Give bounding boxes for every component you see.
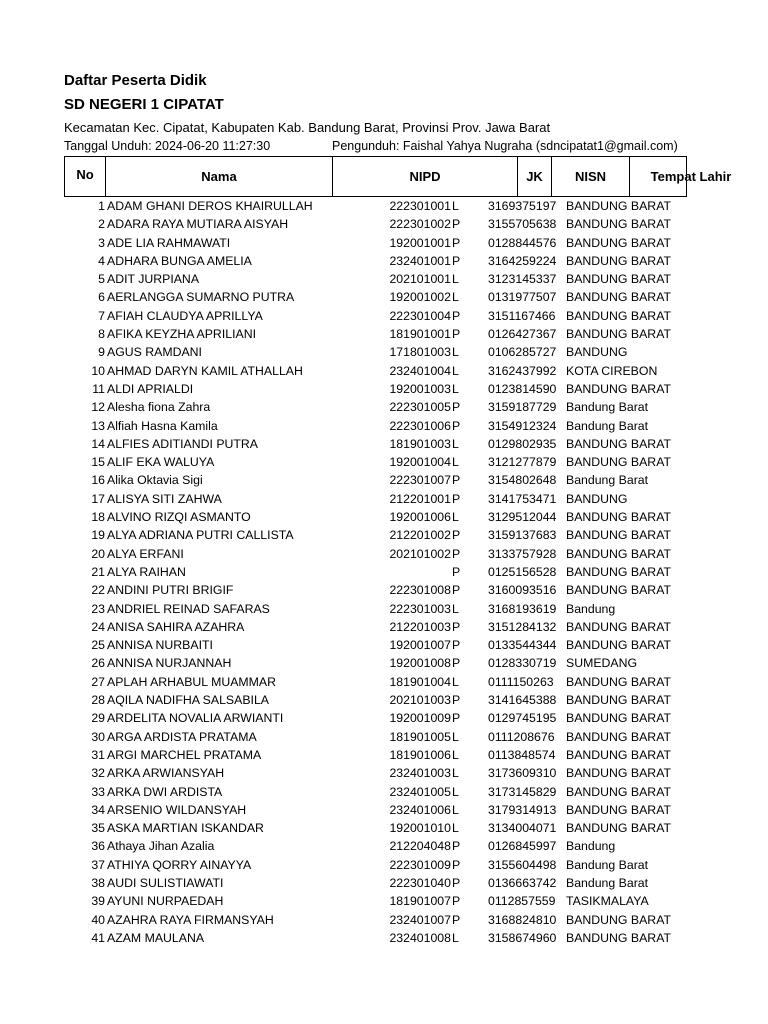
cell-nisn: 0129802935 xyxy=(488,436,557,451)
cell-jk: P xyxy=(452,894,461,909)
cell-jk: P xyxy=(452,418,461,433)
cell-nipd: 212204048 xyxy=(389,839,451,854)
table-row xyxy=(0,526,768,544)
cell-no: 19 xyxy=(91,528,105,543)
cell-nipd: 192001003 xyxy=(389,381,451,396)
cell-nama: ANDINI PUTRI BRIGIF xyxy=(107,583,234,598)
cell-no: 31 xyxy=(91,747,105,762)
cell-no: 29 xyxy=(91,711,105,726)
cell-nipd: 232401008 xyxy=(389,930,451,945)
cell-jk: P xyxy=(452,583,461,598)
cell-nisn: 3134004071 xyxy=(488,821,557,836)
cell-nipd: 192001007 xyxy=(389,638,451,653)
cell-no: 34 xyxy=(91,802,105,817)
cell-no: 20 xyxy=(91,546,105,561)
table-row xyxy=(0,636,768,654)
table-row xyxy=(0,490,768,508)
table-row xyxy=(0,453,768,471)
cell-tempat-lahir: BANDUNG BARAT xyxy=(566,930,671,945)
table-row xyxy=(0,874,768,892)
table-row xyxy=(0,325,768,343)
cell-jk: L xyxy=(452,381,459,396)
cell-nisn: 3162437992 xyxy=(488,363,557,378)
cell-nisn: 3151284132 xyxy=(488,619,557,634)
cell-tempat-lahir: BANDUNG BARAT xyxy=(566,235,671,250)
table-row xyxy=(0,545,768,563)
cell-jk: P xyxy=(452,564,461,579)
col-header-tempat-lahir: Tempat Lahir xyxy=(650,169,732,184)
cell-no: 22 xyxy=(91,583,105,598)
cell-nisn: 0126845997 xyxy=(488,839,557,854)
cell-tempat-lahir: BANDUNG BARAT xyxy=(566,583,671,598)
cell-nipd: 222301005 xyxy=(389,400,451,415)
cell-nisn: 3133757928 xyxy=(488,546,557,561)
cell-nisn: 3151167466 xyxy=(488,308,556,323)
cell-no: 40 xyxy=(91,912,105,927)
cell-no: 7 xyxy=(98,308,105,323)
cell-jk: L xyxy=(452,766,459,781)
cell-nipd: 202101001 xyxy=(389,272,451,287)
table-row xyxy=(0,837,768,855)
cell-nama: Alfiah Hasna Kamila xyxy=(107,418,218,433)
cell-nipd: 222301040 xyxy=(389,875,451,890)
cell-tempat-lahir: BANDUNG BARAT xyxy=(566,674,671,689)
cell-jk: P xyxy=(452,711,461,726)
cell-nama: ADIT JURPIANA xyxy=(107,272,200,287)
cell-nama: ALISYA SITI ZAHWA xyxy=(107,491,222,506)
cell-nisn: 3141645388 xyxy=(488,693,557,708)
cell-nama: APLAH ARHABUL MUAMMAR xyxy=(107,674,277,689)
cell-no: 5 xyxy=(98,272,105,287)
cell-tempat-lahir: BANDUNG BARAT xyxy=(566,619,671,634)
cell-jk: P xyxy=(452,400,461,415)
cell-jk: P xyxy=(452,656,461,671)
cell-nipd: 192001009 xyxy=(389,711,451,726)
cell-tempat-lahir: BANDUNG BARAT xyxy=(566,747,671,762)
table-row xyxy=(0,215,768,233)
cell-tempat-lahir: Bandung Barat xyxy=(566,418,649,433)
cell-nama: Alika Oktavia Sigi xyxy=(107,473,203,488)
cell-nisn: 3169375197 xyxy=(488,199,557,213)
table-row xyxy=(0,398,768,416)
cell-no: 41 xyxy=(91,930,105,945)
cell-nama: AQILA NADIFHA SALSABILA xyxy=(107,693,269,708)
cell-tempat-lahir: BANDUNG BARAT xyxy=(566,784,671,799)
cell-tempat-lahir: BANDUNG BARAT xyxy=(566,217,671,232)
table-row xyxy=(0,270,768,288)
cell-nama: ARKA DWI ARDISTA xyxy=(107,784,223,799)
table-row xyxy=(0,362,768,380)
cell-jk: L xyxy=(452,802,459,817)
cell-nisn: 3173145829 xyxy=(488,784,557,799)
table-row xyxy=(0,288,768,306)
table-row xyxy=(0,746,768,764)
cell-nama: AGUS RAMDANI xyxy=(107,345,202,360)
table-body xyxy=(0,197,768,947)
cell-jk: L xyxy=(452,272,459,287)
cell-no: 23 xyxy=(91,601,105,616)
cell-nisn: 0111208676 xyxy=(488,729,555,744)
cell-nisn: 3160093516 xyxy=(488,583,557,598)
cell-jk: P xyxy=(452,912,461,927)
location-line: Kecamatan Kec. Cipatat, Kabupaten Kab. Bandung Barat, Provinsi Prov. Jawa Barat xyxy=(64,120,551,135)
cell-nipd: 232401006 xyxy=(389,802,451,817)
cell-jk: L xyxy=(452,436,459,451)
cell-nama: AERLANGGA SUMARNO PUTRA xyxy=(107,290,295,305)
cell-no: 12 xyxy=(91,400,105,415)
table-row xyxy=(0,728,768,746)
cell-tempat-lahir: TASIKMALAYA xyxy=(566,894,649,909)
cell-tempat-lahir: SUMEDANG xyxy=(566,656,638,671)
cell-nipd: 222301007 xyxy=(389,473,451,488)
table-row xyxy=(0,801,768,819)
cell-nama: AHMAD DARYN KAMIL ATHALLAH xyxy=(107,363,303,378)
cell-nipd: 181901003 xyxy=(389,436,451,451)
cell-nisn: 0136663742 xyxy=(488,875,557,890)
cell-nisn: 3155705638 xyxy=(488,217,557,232)
cell-no: 14 xyxy=(91,436,105,451)
cell-nisn: 3123145337 xyxy=(488,272,557,287)
cell-jk: P xyxy=(452,546,461,561)
cell-no: 16 xyxy=(91,473,105,488)
cell-nipd: 181901007 xyxy=(389,894,451,909)
cell-jk: P xyxy=(452,857,461,872)
cell-jk: P xyxy=(452,619,461,634)
cell-nama: AUDI SULISTIAWATI xyxy=(107,875,224,890)
cell-nama: ALDI APRIALDI xyxy=(107,381,194,396)
cell-tempat-lahir: BANDUNG BARAT xyxy=(566,272,671,287)
cell-no: 37 xyxy=(91,857,105,872)
cell-nisn: 0125156528 xyxy=(488,564,557,579)
cell-nama: ANISA SAHIRA AZAHRA xyxy=(107,619,245,634)
cell-tempat-lahir: BANDUNG BARAT xyxy=(566,638,671,653)
cell-nama: ALVINO RIZQI ASMANTO xyxy=(107,510,251,525)
cell-nama: ALFIES ADITIANDI PUTRA xyxy=(107,436,259,451)
cell-nama: ALYA ERFANI xyxy=(107,546,184,561)
cell-nama: ARGA ARDISTA PRATAMA xyxy=(107,729,257,744)
cell-nipd: 222301001 xyxy=(389,199,451,213)
table-row xyxy=(0,563,768,581)
document-title: Daftar Peserta Didik xyxy=(64,72,207,89)
cell-jk: L xyxy=(452,729,459,744)
cell-nisn: 0133544344 xyxy=(488,638,557,653)
cell-tempat-lahir: BANDUNG xyxy=(566,491,628,506)
cell-no: 39 xyxy=(91,894,105,909)
cell-nama: AFIAH CLAUDYA APRILLYA xyxy=(107,308,263,323)
cell-tempat-lahir: BANDUNG BARAT xyxy=(566,711,671,726)
cell-nipd: 192001004 xyxy=(389,455,451,470)
cell-nipd: 192001001 xyxy=(389,235,451,250)
cell-tempat-lahir: Bandung xyxy=(566,839,616,854)
cell-nisn: 3154802648 xyxy=(488,473,557,488)
cell-jk: P xyxy=(452,217,461,232)
cell-tempat-lahir: KOTA CIREBON xyxy=(566,363,658,378)
cell-nama: ANNISA NURJANNAH xyxy=(107,656,232,671)
cell-nisn: 0129745195 xyxy=(488,711,557,726)
cell-nama: ALYA ADRIANA PUTRI CALLISTA xyxy=(107,528,294,543)
cell-nipd: 222301006 xyxy=(389,418,451,433)
cell-nipd: 212201002 xyxy=(389,528,451,543)
cell-nama: ALYA RAIHAN xyxy=(107,564,186,579)
cell-tempat-lahir: BANDUNG BARAT xyxy=(566,327,671,342)
table-row xyxy=(0,819,768,837)
table-row xyxy=(0,654,768,672)
table-row xyxy=(0,435,768,453)
cell-nama: ADARA RAYA MUTIARA AISYAH xyxy=(107,217,289,232)
cell-nama: AFIKA KEYZHA APRILIANI xyxy=(107,327,256,342)
cell-nipd: 222301002 xyxy=(389,217,451,232)
cell-jk: L xyxy=(452,345,459,360)
cell-no: 9 xyxy=(98,345,105,360)
cell-nipd: 202101002 xyxy=(389,546,451,561)
table-row xyxy=(0,929,768,947)
cell-nisn: 3159187729 xyxy=(488,400,557,415)
cell-no: 36 xyxy=(91,839,105,854)
cell-nipd: 222301004 xyxy=(389,308,451,323)
cell-nisn: 0128844576 xyxy=(488,235,557,250)
cell-nisn: 3179314913 xyxy=(488,802,557,817)
cell-no: 21 xyxy=(91,564,105,579)
table-row xyxy=(0,709,768,727)
cell-jk: L xyxy=(452,455,459,470)
cell-no: 1 xyxy=(98,199,105,213)
cell-nama: ADAM GHANI DEROS KHAIRULLAH xyxy=(107,199,313,213)
cell-jk: P xyxy=(452,235,461,250)
cell-nipd: 222301008 xyxy=(389,583,451,598)
cell-tempat-lahir: Bandung Barat xyxy=(566,857,649,872)
cell-nipd: 232401001 xyxy=(389,253,451,268)
cell-nipd: 232401003 xyxy=(389,766,451,781)
cell-no: 25 xyxy=(91,638,105,653)
table-row xyxy=(0,417,768,435)
cell-jk: L xyxy=(452,747,459,762)
cell-tempat-lahir: Bandung Barat xyxy=(566,473,649,488)
cell-jk: P xyxy=(452,253,461,268)
cell-nisn: 0123814590 xyxy=(488,381,557,396)
cell-tempat-lahir: BANDUNG BARAT xyxy=(566,802,671,817)
cell-no: 2 xyxy=(98,217,105,232)
cell-no: 35 xyxy=(91,821,105,836)
table-row xyxy=(0,234,768,252)
table-row xyxy=(0,783,768,801)
cell-nama: ARDELITA NOVALIA ARWIANTI xyxy=(107,711,284,726)
cell-tempat-lahir: BANDUNG BARAT xyxy=(566,729,671,744)
cell-nisn: 3168193619 xyxy=(488,601,557,616)
cell-nipd: 222301003 xyxy=(389,601,451,616)
cell-nisn: 3159137683 xyxy=(488,528,557,543)
cell-jk: P xyxy=(452,693,461,708)
table-row xyxy=(0,600,768,618)
download-date: Tanggal Unduh: 2024-06-20 11:27:30 xyxy=(64,139,271,153)
cell-nipd: 192001008 xyxy=(389,656,451,671)
cell-tempat-lahir: BANDUNG BARAT xyxy=(566,381,671,396)
table-row xyxy=(0,764,768,782)
table-row xyxy=(0,581,768,599)
cell-no: 26 xyxy=(91,656,105,671)
table-row xyxy=(0,892,768,910)
table-row xyxy=(0,618,768,636)
downloader: Pengunduh: Faishal Yahya Nugraha (sdncipatat1@gmail.com) xyxy=(332,139,678,153)
cell-nipd: 171801003 xyxy=(389,345,451,360)
cell-nisn: 3121277879 xyxy=(488,455,557,470)
col-header-nisn: NISN xyxy=(552,157,630,196)
cell-nama: ARGI MARCHEL PRATAMA xyxy=(107,747,262,762)
cell-tempat-lahir: BANDUNG BARAT xyxy=(566,199,671,213)
cell-tempat-lahir: BANDUNG xyxy=(566,345,628,360)
col-header-no: No xyxy=(65,157,106,196)
cell-no: 17 xyxy=(91,491,105,506)
cell-nisn: 3155604498 xyxy=(488,857,557,872)
cell-jk: L xyxy=(452,601,459,616)
table-row xyxy=(0,252,768,270)
cell-nisn: 0128330719 xyxy=(488,656,557,671)
cell-nipd: 181901006 xyxy=(389,747,451,762)
cell-no: 11 xyxy=(92,381,105,396)
cell-no: 6 xyxy=(98,290,105,305)
col-header-jk: JK xyxy=(518,157,552,196)
cell-jk: P xyxy=(452,491,461,506)
table-row xyxy=(0,343,768,361)
table-row xyxy=(0,691,768,709)
cell-nipd: 222301009 xyxy=(389,857,451,872)
cell-nisn: 0106285727 xyxy=(488,345,557,360)
cell-no: 38 xyxy=(91,875,105,890)
cell-nipd: 232401007 xyxy=(389,912,451,927)
cell-jk: P xyxy=(452,473,461,488)
cell-jk: P xyxy=(452,308,461,323)
cell-nipd: 232401005 xyxy=(389,784,451,799)
cell-nisn: 3141753471 xyxy=(488,491,557,506)
cell-nama: ARKA ARWIANSYAH xyxy=(107,766,225,781)
cell-no: 15 xyxy=(91,455,105,470)
cell-nama: AZAM MAULANA xyxy=(107,930,205,945)
cell-no: 4 xyxy=(98,253,105,268)
cell-jk: P xyxy=(452,839,461,854)
cell-jk: P xyxy=(452,875,461,890)
cell-nisn: 3168824810 xyxy=(488,912,557,927)
cell-tempat-lahir: BANDUNG BARAT xyxy=(566,436,671,451)
cell-no: 18 xyxy=(91,510,105,525)
cell-tempat-lahir: Bandung xyxy=(566,601,616,616)
school-name: SD NEGERI 1 CIPATAT xyxy=(64,96,224,113)
cell-nisn: 3129512044 xyxy=(488,510,557,525)
cell-no: 33 xyxy=(91,784,105,799)
cell-tempat-lahir: BANDUNG BARAT xyxy=(566,912,671,927)
cell-jk: P xyxy=(452,327,461,342)
cell-jk: L xyxy=(452,363,459,378)
cell-no: 8 xyxy=(98,327,105,342)
cell-nama: ARSENIO WILDANSYAH xyxy=(107,802,247,817)
cell-nisn: 0131977507 xyxy=(488,290,557,305)
cell-nama: ANNISA NURBAITI xyxy=(107,638,213,653)
cell-nipd: 181901005 xyxy=(389,729,451,744)
table-row xyxy=(0,673,768,691)
cell-nisn: 3158674960 xyxy=(488,930,557,945)
cell-nama: ATHIYA QORRY AINAYYA xyxy=(107,857,252,872)
cell-nisn: 0112857559 xyxy=(488,894,556,909)
cell-jk: L xyxy=(452,290,459,305)
cell-nipd: 202101003 xyxy=(389,693,451,708)
cell-tempat-lahir: BANDUNG BARAT xyxy=(566,546,671,561)
cell-nipd: 181901001 xyxy=(389,327,451,342)
cell-nisn: 3164259224 xyxy=(488,253,557,268)
cell-nisn: 0111150263 xyxy=(488,674,554,689)
cell-nama: ALIF EKA WALUYA xyxy=(107,455,215,470)
cell-nipd: 212201003 xyxy=(389,619,451,634)
cell-no: 24 xyxy=(91,619,105,634)
cell-nama: Athaya Jihan Azalia xyxy=(107,839,215,854)
table-header xyxy=(64,156,732,197)
cell-no: 28 xyxy=(91,693,105,708)
table-row xyxy=(0,307,768,325)
cell-jk: L xyxy=(452,821,459,836)
cell-no: 13 xyxy=(91,418,105,433)
cell-jk: L xyxy=(452,199,459,213)
cell-tempat-lahir: BANDUNG BARAT xyxy=(566,564,671,579)
cell-no: 3 xyxy=(98,235,105,250)
cell-nama: ADHARA BUNGA AMELIA xyxy=(107,253,252,268)
cell-nama: ASKA MARTIAN ISKANDAR xyxy=(107,821,264,836)
cell-nama: AZAHRA RAYA FIRMANSYAH xyxy=(107,912,274,927)
cell-jk: L xyxy=(452,510,459,525)
cell-nama: ADE LIA RAHMAWATI xyxy=(107,235,231,250)
cell-jk: P xyxy=(452,638,461,653)
cell-nipd: 181901004 xyxy=(389,674,451,689)
cell-nama: ANDRIEL REINAD SAFARAS xyxy=(107,601,270,616)
table-row xyxy=(0,471,768,489)
cell-jk: L xyxy=(452,784,459,799)
cell-nisn: 0113848574 xyxy=(488,747,556,762)
cell-no: 27 xyxy=(91,674,105,689)
cell-no: 30 xyxy=(91,729,105,744)
table-row xyxy=(0,380,768,398)
cell-tempat-lahir: Bandung Barat xyxy=(566,400,649,415)
table-row xyxy=(0,856,768,874)
cell-nisn: 3173609310 xyxy=(488,766,557,781)
cell-tempat-lahir: BANDUNG BARAT xyxy=(566,693,671,708)
table-row xyxy=(0,508,768,526)
cell-nipd: 192001010 xyxy=(389,821,451,836)
cell-tempat-lahir: BANDUNG BARAT xyxy=(566,290,671,305)
cell-jk: L xyxy=(452,930,459,945)
table-row xyxy=(0,197,768,215)
cell-nama: AYUNI NURPAEDAH xyxy=(107,894,224,909)
cell-jk: L xyxy=(452,674,459,689)
cell-nama: Alesha fiona Zahra xyxy=(107,400,211,415)
cell-tempat-lahir: BANDUNG BARAT xyxy=(566,510,671,525)
cell-tempat-lahir: BANDUNG BARAT xyxy=(566,455,671,470)
col-header-nipd: NIPD xyxy=(333,157,518,196)
cell-tempat-lahir: BANDUNG BARAT xyxy=(566,766,671,781)
cell-nipd: 232401004 xyxy=(389,363,451,378)
cell-nisn: 3154912324 xyxy=(488,418,557,433)
cell-nipd: 192001006 xyxy=(389,510,451,525)
col-header-nama: Nama xyxy=(106,157,333,196)
cell-tempat-lahir: Bandung Barat xyxy=(566,875,649,890)
table-row xyxy=(0,911,768,929)
cell-tempat-lahir: BANDUNG BARAT xyxy=(566,528,671,543)
cell-jk: P xyxy=(452,528,461,543)
cell-tempat-lahir: BANDUNG BARAT xyxy=(566,821,671,836)
cell-tempat-lahir: BANDUNG BARAT xyxy=(566,308,671,323)
cell-no: 10 xyxy=(91,363,105,378)
cell-tempat-lahir: BANDUNG BARAT xyxy=(566,253,671,268)
cell-nipd: 192001002 xyxy=(389,290,451,305)
cell-nipd: 212201001 xyxy=(389,491,451,506)
cell-nisn: 0126427367 xyxy=(488,327,557,342)
cell-no: 32 xyxy=(91,766,105,781)
